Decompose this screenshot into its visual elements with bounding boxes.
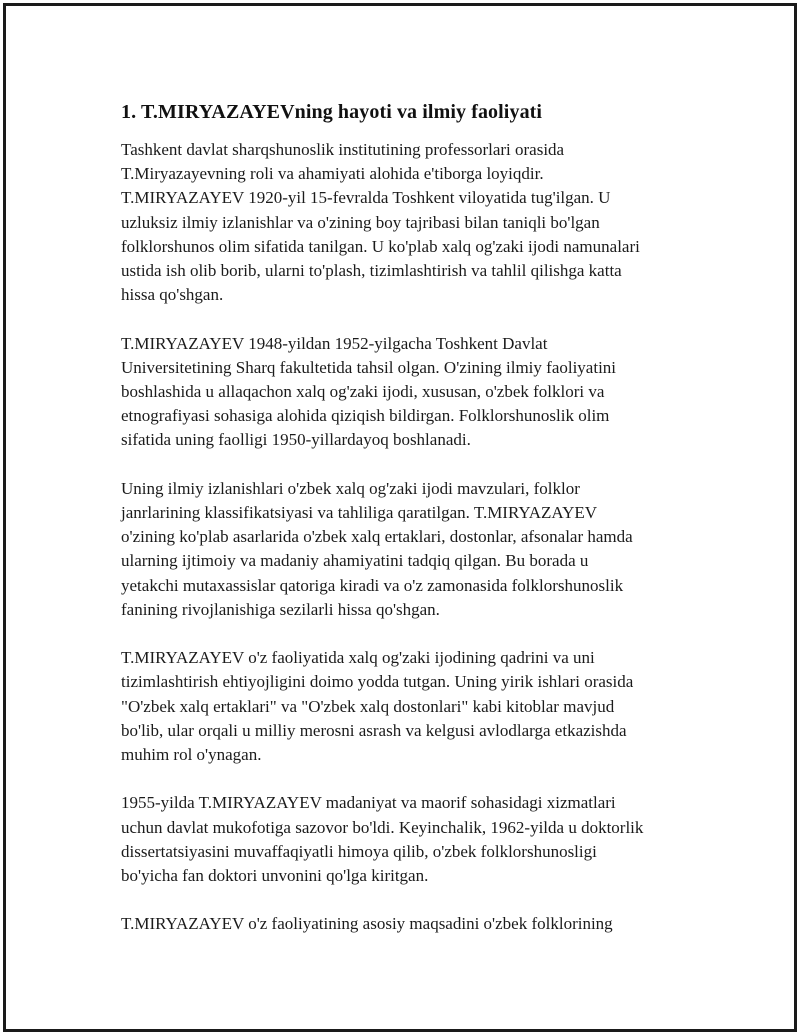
text-line: 1955-yilda T.MIRYAZAYEV madaniyat va maorif sohasidagi xizmatlari (121, 793, 616, 813)
paragraph (121, 646, 701, 767)
text-line: hissa qo'shgan. (121, 285, 224, 305)
text-line: folklorshunos olim sifatida tanilgan. U ko'plab xalq og'zaki ijodi namunalari (121, 236, 640, 256)
text-line: T.MIRYAZAYEV o'z faoliyatida xalq og'zaki ijodining qadrini va uni (121, 648, 595, 668)
text-line: fanining rivojlanishiga sezilarli hissa qo'shgan. (121, 599, 440, 619)
text-line: o'zining ko'plab asarlarida o'zbek xalq ertaklari, dostonlar, afsonalar hamda (121, 527, 633, 547)
text-line: dissertatsiyasini muvaffaqiyatli himoya qilib, o'zbek folklorshunosligi (121, 841, 597, 861)
page-frame (3, 3, 797, 1032)
text-line: uchun davlat mukofotiga sazovor bo'ldi. Keyinchalik, 1962-yilda u doktorlik (121, 817, 644, 837)
paragraph-list (121, 138, 701, 937)
text-line: muhim rol o'ynagan. (121, 745, 262, 765)
text-line: Tashkent davlat sharqshunoslik institutining professorlari orasida (121, 140, 565, 159)
text-line: Universitetining Sharq fakultetida tahsil olgan. O'zining ilmiy faoliyatini (121, 357, 617, 377)
paragraph (121, 332, 701, 453)
text-line: T.MIRYAZAYEV 1920-yil 15-fevralda Toshkent viloyatida tug'ilgan. U (121, 188, 611, 208)
document-body (121, 98, 701, 961)
paragraph (121, 912, 701, 936)
text-line: T.Miryazayevning roli va ahamiyati alohida e'tiborga loyiqdir. (121, 164, 544, 184)
text-line: Uning ilmiy izlanishlari o'zbek xalq og'zaki ijodi mavzulari, folklor (121, 478, 580, 498)
text-line: ularning ijtimoiy va madaniy ahamiyatini tadqiq qilgan. Bu borada u (121, 551, 589, 571)
section-heading: 1. T.MIRYAZAYEVning hayoti va ilmiy faoliyati (121, 101, 543, 123)
text-line: janrlarining klassifikatsiyasi va tahliliga qaratilgan. T.MIRYAZAYEV (121, 503, 598, 523)
text-line: T.MIRYAZAYEV 1948-yildan 1952-yilgacha Toshkent Davlat (121, 333, 548, 353)
text-line: sifatida uning faolligi 1950-yillardayoq boshlanadi. (121, 430, 471, 450)
text-line: "O'zbek xalq ertaklari" va "O'zbek xalq dostonlari" kabi kitoblar mavjud (121, 696, 615, 716)
text-line: ustida ish olib borib, ularni to'plash, tizimlashtirish va tahlil qilishga katta (121, 261, 622, 281)
text-line: uzluksiz ilmiy izlanishlar va o'zining boy tajribasi bilan taniqli bo'lgan (121, 212, 600, 232)
paragraph (121, 138, 701, 307)
text-line: boshlashida u allaqachon xalq og'zaki ijodi, xususan, o'zbek folklori va (121, 382, 605, 402)
paragraph (121, 791, 701, 888)
text-line: etnografiyasi sohasiga alohida qiziqish bildirgan. Folklorshunoslik olim (121, 406, 610, 426)
text-line: yetakchi mutaxassislar qatoriga kiradi va o'z zamonasida folklorshunoslik (121, 575, 624, 595)
text-line: T.MIRYAZAYEV o'z faoliyatining asosiy maqsadini o'zbek folklorining (121, 914, 613, 934)
paragraph (121, 477, 701, 622)
text-line: bo'yicha fan doktori unvonini qo'lga kiritgan. (121, 866, 429, 886)
text-line: bo'lib, ular orqali u milliy merosni asrash va kelgusi avlodlarga etkazishda (121, 720, 627, 740)
text-line: tizimlashtirish ehtiyojligini doimo yodda tutgan. Uning yirik ishlari orasida (121, 672, 634, 692)
